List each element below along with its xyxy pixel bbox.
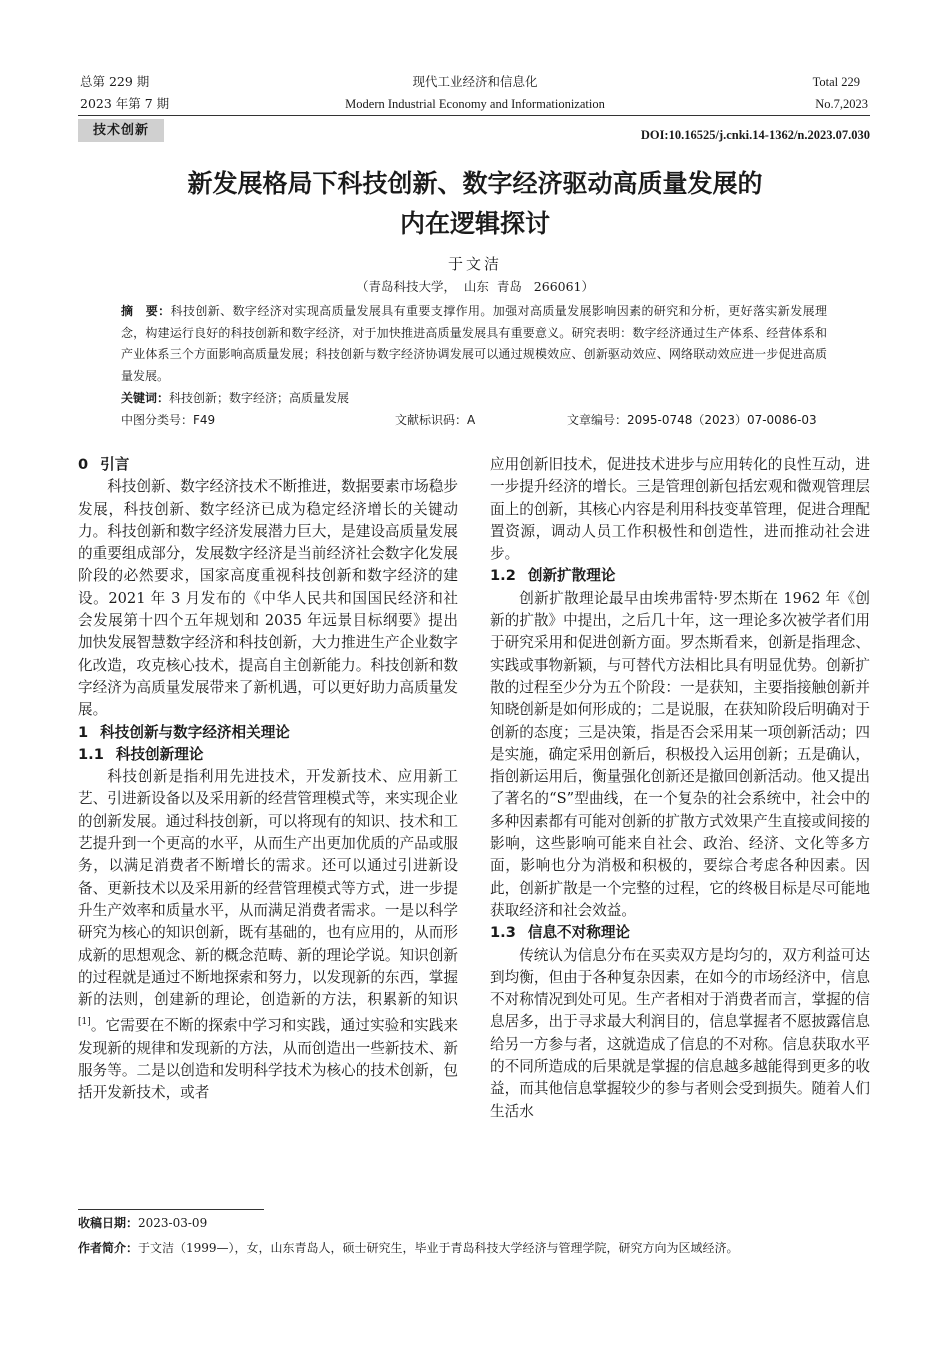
section-1-2-heading (490, 565, 870, 587)
section-1-3-title: 信息不对称理论 (527, 924, 631, 942)
section-1-title: 科技创新与数字经济相关理论 (100, 723, 290, 741)
affiliation: （青岛科技大学， 山东 青岛 266061） (355, 279, 595, 294)
issue-number: 2023 年第 7 期 (80, 96, 170, 111)
bio-text: 于文洁（1999—），女，山东青岛人，硕士研究生，毕业于青岛科技大学经济与管理学院，研究方向为区域经济。 (138, 1241, 739, 1255)
section-1-2-paragraph: 创新扩散理论最早由埃弗雷特·罗杰斯在 1962 年《创新的扩散》中提出，之后几十年，这一理论多次被学者们用于研究采用和促进创新方面。罗杰斯看来，创新是指理念、实践或事物新颖，与可替代方法相比具有明显优势。创新扩散的过程至少分为五个阶段：一是获知，主要指接触创新并知晓创新是如何形成的；二是说服，在获知阶段后明确对于创新的态度；三是决策，指是否会采用某一项创新活动；四是实施，确定采用创新后，积极投入运用创新；五是确认，指创新运用后，衡量强化创新还是撤回创新活动。他又提出了著名的“S”型曲线，在一个复杂的社会系统中，社会中的多种因素都有可能对创新的扩散方式效果产生直接或间接的影响，这些影响可能来自社会、政治、经济、文化等多方面，影响也分为消极和积极的，要综合考虑各种因素。因此，创新扩散是一个完整的过程，它的终极目标是尽可能地获取经济和社会效益。 (490, 589, 870, 919)
section-0-number: 0 (78, 456, 89, 473)
received-label: 收稿日期： (78, 1216, 139, 1230)
intro-paragraph: 科技创新、数字经济技术不断推进，数据要素市场稳步发展，科技创新、数字经济已成为稳定经济增长的关键动力。科技创新和数字经济发展潜力巨大，是建设高质量发展的重要组成部分，发展数字经济是当前经济社会数字化发展阶段的必然要求，国家高度重视科技创新和数字经济的建设。2021 年 3 月发布的《中华人民共和国国民经济和社会发展第十四个五年规划和 2035 年远景目标纲要》提出加快发展智慧数字经济和科技创新，大力推进生产企业数字化改造，攻克核心技术，提高自主创新能力。科技创新和数字经济为高质量发展带来了新机遇，可以更好助力高质量发展。 (78, 478, 458, 719)
journal-name-cn: 现代工业经济和信息化 (412, 74, 538, 89)
clc-number: 中图分类号：F49 (121, 413, 216, 427)
received-value: 2023-03-09 (138, 1216, 208, 1230)
section-0-heading (78, 454, 458, 476)
section-tag: 技术创新 (78, 119, 164, 142)
received-date (78, 1215, 207, 1231)
article-number: 文章编号：2095-0748（2023）07-0086-03 (567, 413, 817, 427)
article-title-line1: 新发展格局下科技创新、数字经济驱动高质量发展的 (187, 169, 763, 198)
reference-marker[interactable]: [1] (78, 1017, 91, 1028)
issue-number-en: No.7,2023 (815, 97, 868, 111)
keywords (121, 388, 349, 408)
abstract (121, 301, 827, 387)
author: 于文洁 (447, 255, 502, 273)
section-1-3-heading (490, 922, 870, 944)
section-1-2-number: 1.2 (490, 567, 516, 585)
section-1-2-title: 创新扩散理论 (527, 567, 616, 585)
keywords-label: 关键词： (121, 391, 170, 405)
footnote-rule (78, 1209, 264, 1210)
section-1-1-heading (78, 744, 458, 766)
keywords-text: 科技创新；数字经济；高质量发展 (169, 391, 350, 405)
section-1-1-paragraph (78, 766, 458, 1104)
section-1-1-title: 科技创新理论 (115, 745, 204, 763)
section-1-1-text-a: 科技创新是指利用先进技术，开发新技术、应用新工艺、引进新设备以及采用新的经营管理模式等，来实现企业的创新发展。通过科技创新，可以将现有的知识、技术和工艺提升到一个更高的水平，从而生产出更加优质的产品或服务，以满足消费者不断增长的需求。还可以通过引进新设备、更新技术以及采用新的经营管理模式等方式，进一步提升生产效率和质量水平，从而满足消费者需求。一是以科学研究为核心的知识创新，既有基础的，也有应用的，从而形成新的思想观念、新的概念范畴、新的理论学说。知识创新的过程就是通过不断地探索和努力，以发现新的东西，掌握新的法则，创建新的理论，创造新的方法，积累新的知识 (78, 768, 458, 1009)
issue-total-en: Total 229 (812, 75, 860, 89)
document-code: 文献标识码：A (395, 413, 476, 427)
section-1-1-text-b: 。它需要在不断的探索中学习和实践，通过实验和实践来发现新的规律和发现新的方法，从而创造出一些新技术、新服务等。二是以创造和发明科学技术为核心的技术创新，包括开发新技术，或者 (78, 1017, 458, 1102)
author-bio (78, 1240, 739, 1256)
abstract-text: 科技创新、数字经济对实现高质量发展具有重要支撑作用。加强对高质量发展影响因素的研究和分析，更好落实新发展理念，构建运行良好的科技创新和数字经济，对于加快推进高质量发展具有重要意义。研究表明：数字经济通过生产体系、经营体系和产业体系三个方面影响高质量发展；科技创新与数字经济协调发展可以通过规模效应、创新驱动效应、网络联动效应进一步促进高质量发展。 (121, 304, 827, 383)
section-1-3-paragraph: 传统认为信息分布在买卖双方是均匀的，双方利益可达到均衡，但由于各种复杂因素，在如今的市场经济中，信息不对称情况到处可见。生产者相对于消费者而言，掌握的信息居多，出于寻求最大利润目的，信息掌握者不愿披露信息给另一方参与者，这就造成了信息的不对称。信息获取水平的不同所造成的后果就是掌握的信息越多越能得到更多的收益，而其他信息掌握较少的参与者则会受到损失。随着人们生活水 (490, 946, 870, 1120)
section-1-number: 1 (78, 723, 89, 741)
left-column (78, 454, 458, 1104)
right-column (490, 454, 870, 1123)
article-title-line2: 内在逻辑探讨 (399, 209, 550, 238)
header-rule (78, 115, 870, 116)
issue-total: 总第 229 期 (80, 74, 150, 89)
section-1-3-number: 1.3 (490, 924, 516, 942)
section-1-1-number: 1.1 (78, 745, 104, 763)
bio-label: 作者简介： (78, 1241, 139, 1255)
journal-name-en: Modern Industrial Economy and Informationization (345, 97, 605, 111)
continued-paragraph: 应用创新旧技术，促进技术进步与应用转化的良性互动，进一步提升经济的增长。三是管理创新包括宏观和微观管理层面上的创新，其核心内容是利用科技变革管理，促进合理配置资源，调动人员工作积极性和创造性，进而推动社会进步。 (490, 456, 870, 563)
section-0-title: 引言 (100, 456, 130, 473)
section-1-heading (78, 722, 458, 744)
doi: DOI:10.16525/j.cnki.14-1362/n.2023.07.030 (640, 128, 870, 142)
abstract-label: 摘 要： (121, 304, 171, 318)
